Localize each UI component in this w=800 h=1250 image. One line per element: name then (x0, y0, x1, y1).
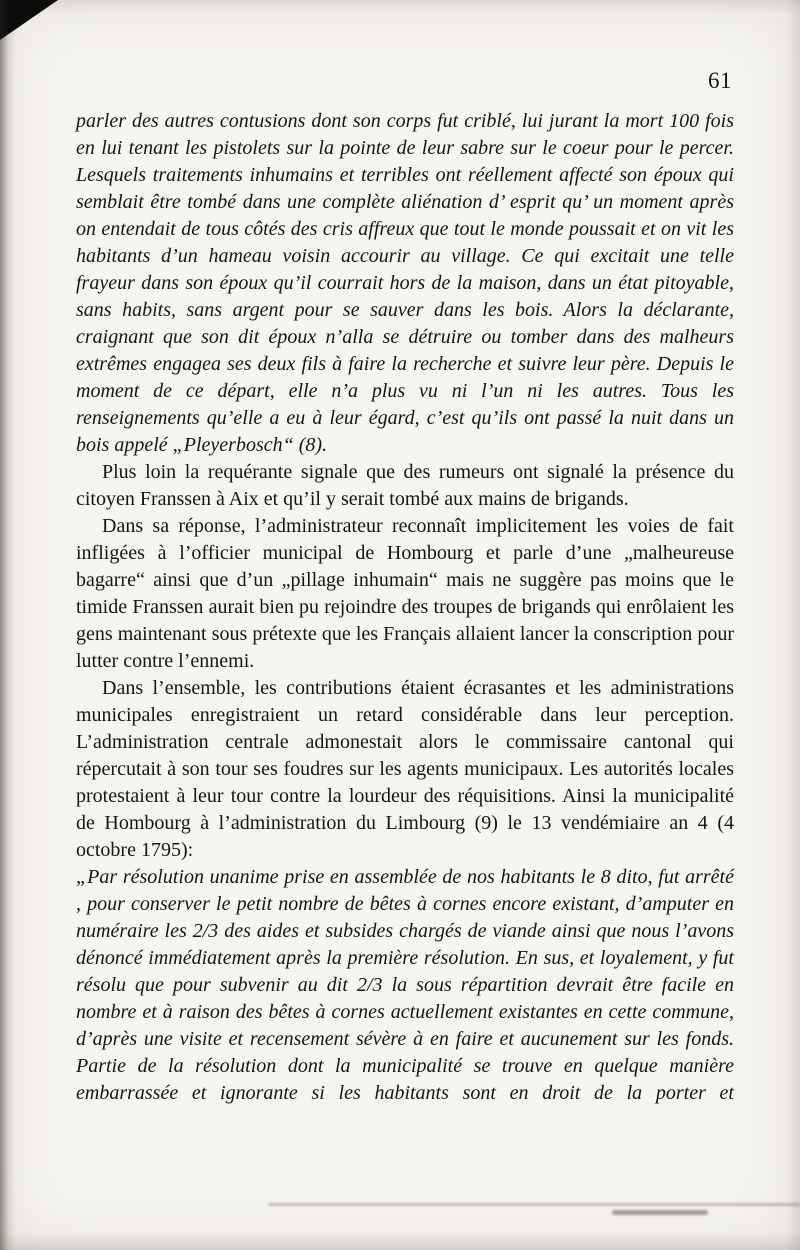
body-paragraph: Plus loin la requérante signale que des rumeurs ont signalé la présence du citoyen Franssen à Aix et qu’il y serait tombé aux mains de brigands. (76, 461, 734, 510)
quoted-testimony-paragraph: parler des autres contusions dont son corps fut criblé, lui jurant la mort 100 fois en lui tenant les pistolets sur la pointe de leur sabre sur le coeur pour le percer. Lesquels traitements inhumains et terribles ont réellement affecté son époux qui semblait être tombé dans une complète aliénation d’ esprit qu’ un moment après on entendait de tous côtés des cris affreux que tout le monde poussait et on vit les habitants d’un hameau voisin accourir au village. Ce qui excitait une telle frayeur dans son époux qu’il courrait hors de la maison, dans un état pitoyable, sans habits, sans argent pour se sauver dans les bois. Alors la déclarante, craignant que son dit époux n’alla se détruire ou tomber dans des malheurs extrêmes engagea ses deux fils à faire la recherche et suivre leur père. Depuis le moment de ce départ, elle n’a plus vu ni l’un ni les autres. Tous les renseignements qu’elle a eu à leur égard, c’est qu’ils ont passé la nuit dans un bois appelé „Pleyerbosch“ (8). (76, 110, 734, 456)
scan-bottom-artifact (268, 1203, 800, 1206)
body-paragraph: Dans l’ensemble, les contributions étaient écrasantes et les administrations municipales enregistraient un retard considérable dans leur perception. L’administration centrale admonestait alors le commissaire cantonal qui répercutait à son tour ses foudres sur les agents municipaux. Les autorités locales protestaient à leur tour contre la lourdeur des réquisitions. Ainsi la municipalité de Hombourg à l’administration du Limbourg (9) le 13 vendémiaire an 4 (4 octobre 1795): (76, 677, 734, 861)
scan-bottom-artifact (612, 1210, 708, 1215)
quoted-resolution-paragraph: „Par résolution unanime prise en assemblée de nos habitants le 8 dito, fut arrêté , pour conserver le petit nombre de bêtes à cornes encore existant, d’amputer en numéraire les 2/3 des aides et subsides chargés de viande ainsi que nous l’avons dénoncé immédiatement après la première résolution. En sus, et loyalement, y fut résolu que pour subvenir au dit 2/3 la sous répartition devrait être facile en nombre et à raison des bêtes à cornes actuellement existantes en cette commune, d’après une visite et recensement sévère à en faire et aucunement sur les fonds. Partie de la résolution dont la municipalité se trouve en quelque manière embarrassée et ignorante si les habitants sont en droit de la porter et (76, 866, 734, 1104)
body-paragraph: Dans sa réponse, l’administrateur reconnaît implicitement les voies de fait infligées à l’officier municipal de Hombourg et parle d’une „malheureuse bagarre“ ainsi que d’un „pillage inhumain“ mais ne suggère pas moins que le timide Franssen aurait bien pu rejoindre des troupes de brigands qui enrôlaient les gens maintenant sous prétexte que les Français allaient lancer la conscription pour lutter contre l’ennemi. (76, 515, 734, 672)
page-number: 61 (708, 68, 732, 93)
